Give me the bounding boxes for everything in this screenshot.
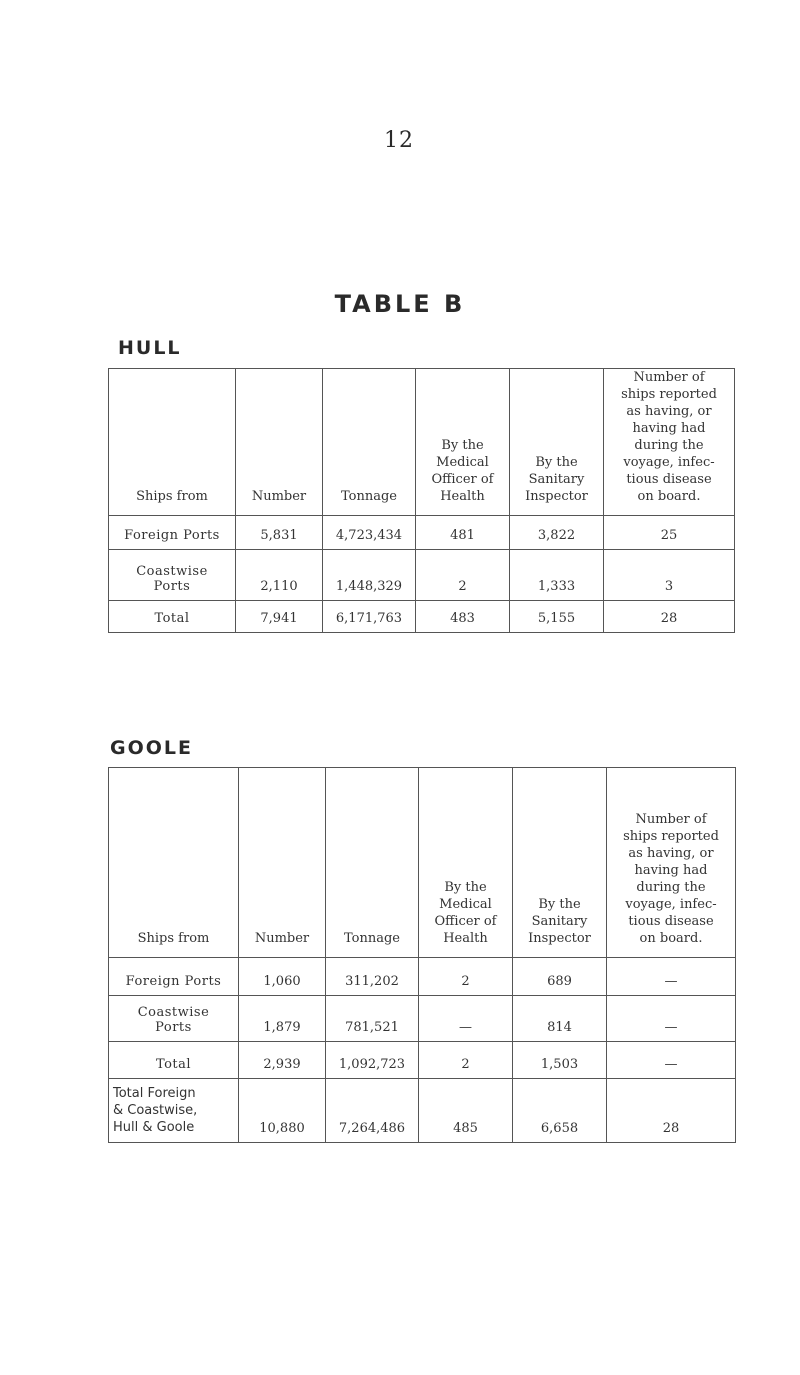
table-row [109,550,735,601]
cell-medical: — [419,996,513,1042]
cell-tonnage: 1,092,723 [326,1042,419,1079]
cell-tonnage: 4,723,434 [323,516,416,550]
col-infectious-disease: Number of ships reported as having, or having had during the voyage, infec- tious disease on board. [604,369,735,516]
col-infectious-disease: Number of ships reported as having, or having had during the voyage, infec- tious disease on board. [607,768,736,958]
cell-infectious: — [607,958,736,996]
cell-tonnage: 1,448,329 [323,550,416,601]
table-header-row [109,768,736,958]
cell-sanitary: 814 [513,996,607,1042]
cell-number: 7,941 [236,601,323,633]
table-header-row [109,369,735,516]
cell-infectious: — [607,996,736,1042]
cell-number: 2,939 [239,1042,326,1079]
cell-number: 10,880 [239,1079,326,1143]
cell-infectious: — [607,1042,736,1079]
cell-infectious: 28 [607,1079,736,1143]
col-medical-officer: By the Medical Officer of Health [416,369,510,516]
col-ships-from: Ships from [109,768,239,958]
cell-tonnage: 311,202 [326,958,419,996]
hull-section-title: HULL [118,337,182,359]
goole-table [108,767,736,1143]
table-row [109,601,735,633]
cell-number: 2,110 [236,550,323,601]
col-tonnage: Tonnage [326,768,419,958]
cell-medical: 481 [416,516,510,550]
col-sanitary-inspector: By the Sanitary Inspector [513,768,607,958]
cell-tonnage: 781,521 [326,996,419,1042]
row-label: Foreign Ports [109,958,239,996]
cell-infectious: 25 [604,516,735,550]
cell-number: 1,879 [239,996,326,1042]
cell-sanitary: 689 [513,958,607,996]
cell-infectious: 28 [604,601,735,633]
goole-section-title: GOOLE [110,737,193,759]
table-row [109,958,736,996]
cell-number: 1,060 [239,958,326,996]
col-number: Number [236,369,323,516]
cell-tonnage: 7,264,486 [326,1079,419,1143]
cell-sanitary: 1,333 [510,550,604,601]
cell-number: 5,831 [236,516,323,550]
col-number: Number [239,768,326,958]
col-ships-from: Ships from [109,369,236,516]
col-sanitary-inspector: By the Sanitary Inspector [510,369,604,516]
table-row [109,1042,736,1079]
cell-medical: 483 [416,601,510,633]
cell-medical: 2 [419,1042,513,1079]
row-label: Coastwise Ports [109,550,236,601]
table-title: TABLE B [334,290,466,318]
cell-infectious: 3 [604,550,735,601]
col-medical-officer: By the Medical Officer of Health [419,768,513,958]
cell-medical: 2 [419,958,513,996]
table-row [109,996,736,1042]
hull-table [108,368,735,633]
table-row [109,1079,736,1143]
cell-tonnage: 6,171,763 [323,601,416,633]
col-tonnage: Tonnage [323,369,416,516]
table-row [109,516,735,550]
cell-sanitary: 6,658 [513,1079,607,1143]
row-label: Coastwise Ports [109,996,239,1042]
cell-sanitary: 3,822 [510,516,604,550]
cell-sanitary: 5,155 [510,601,604,633]
row-label: Total [109,1042,239,1079]
cell-medical: 2 [416,550,510,601]
row-label: Total [109,601,236,633]
row-label: Foreign Ports [109,516,236,550]
page-number: 12 [384,128,414,153]
cell-sanitary: 1,503 [513,1042,607,1079]
cell-medical: 485 [419,1079,513,1143]
row-label: Total Foreign & Coastwise, Hull & Goole [109,1079,239,1143]
